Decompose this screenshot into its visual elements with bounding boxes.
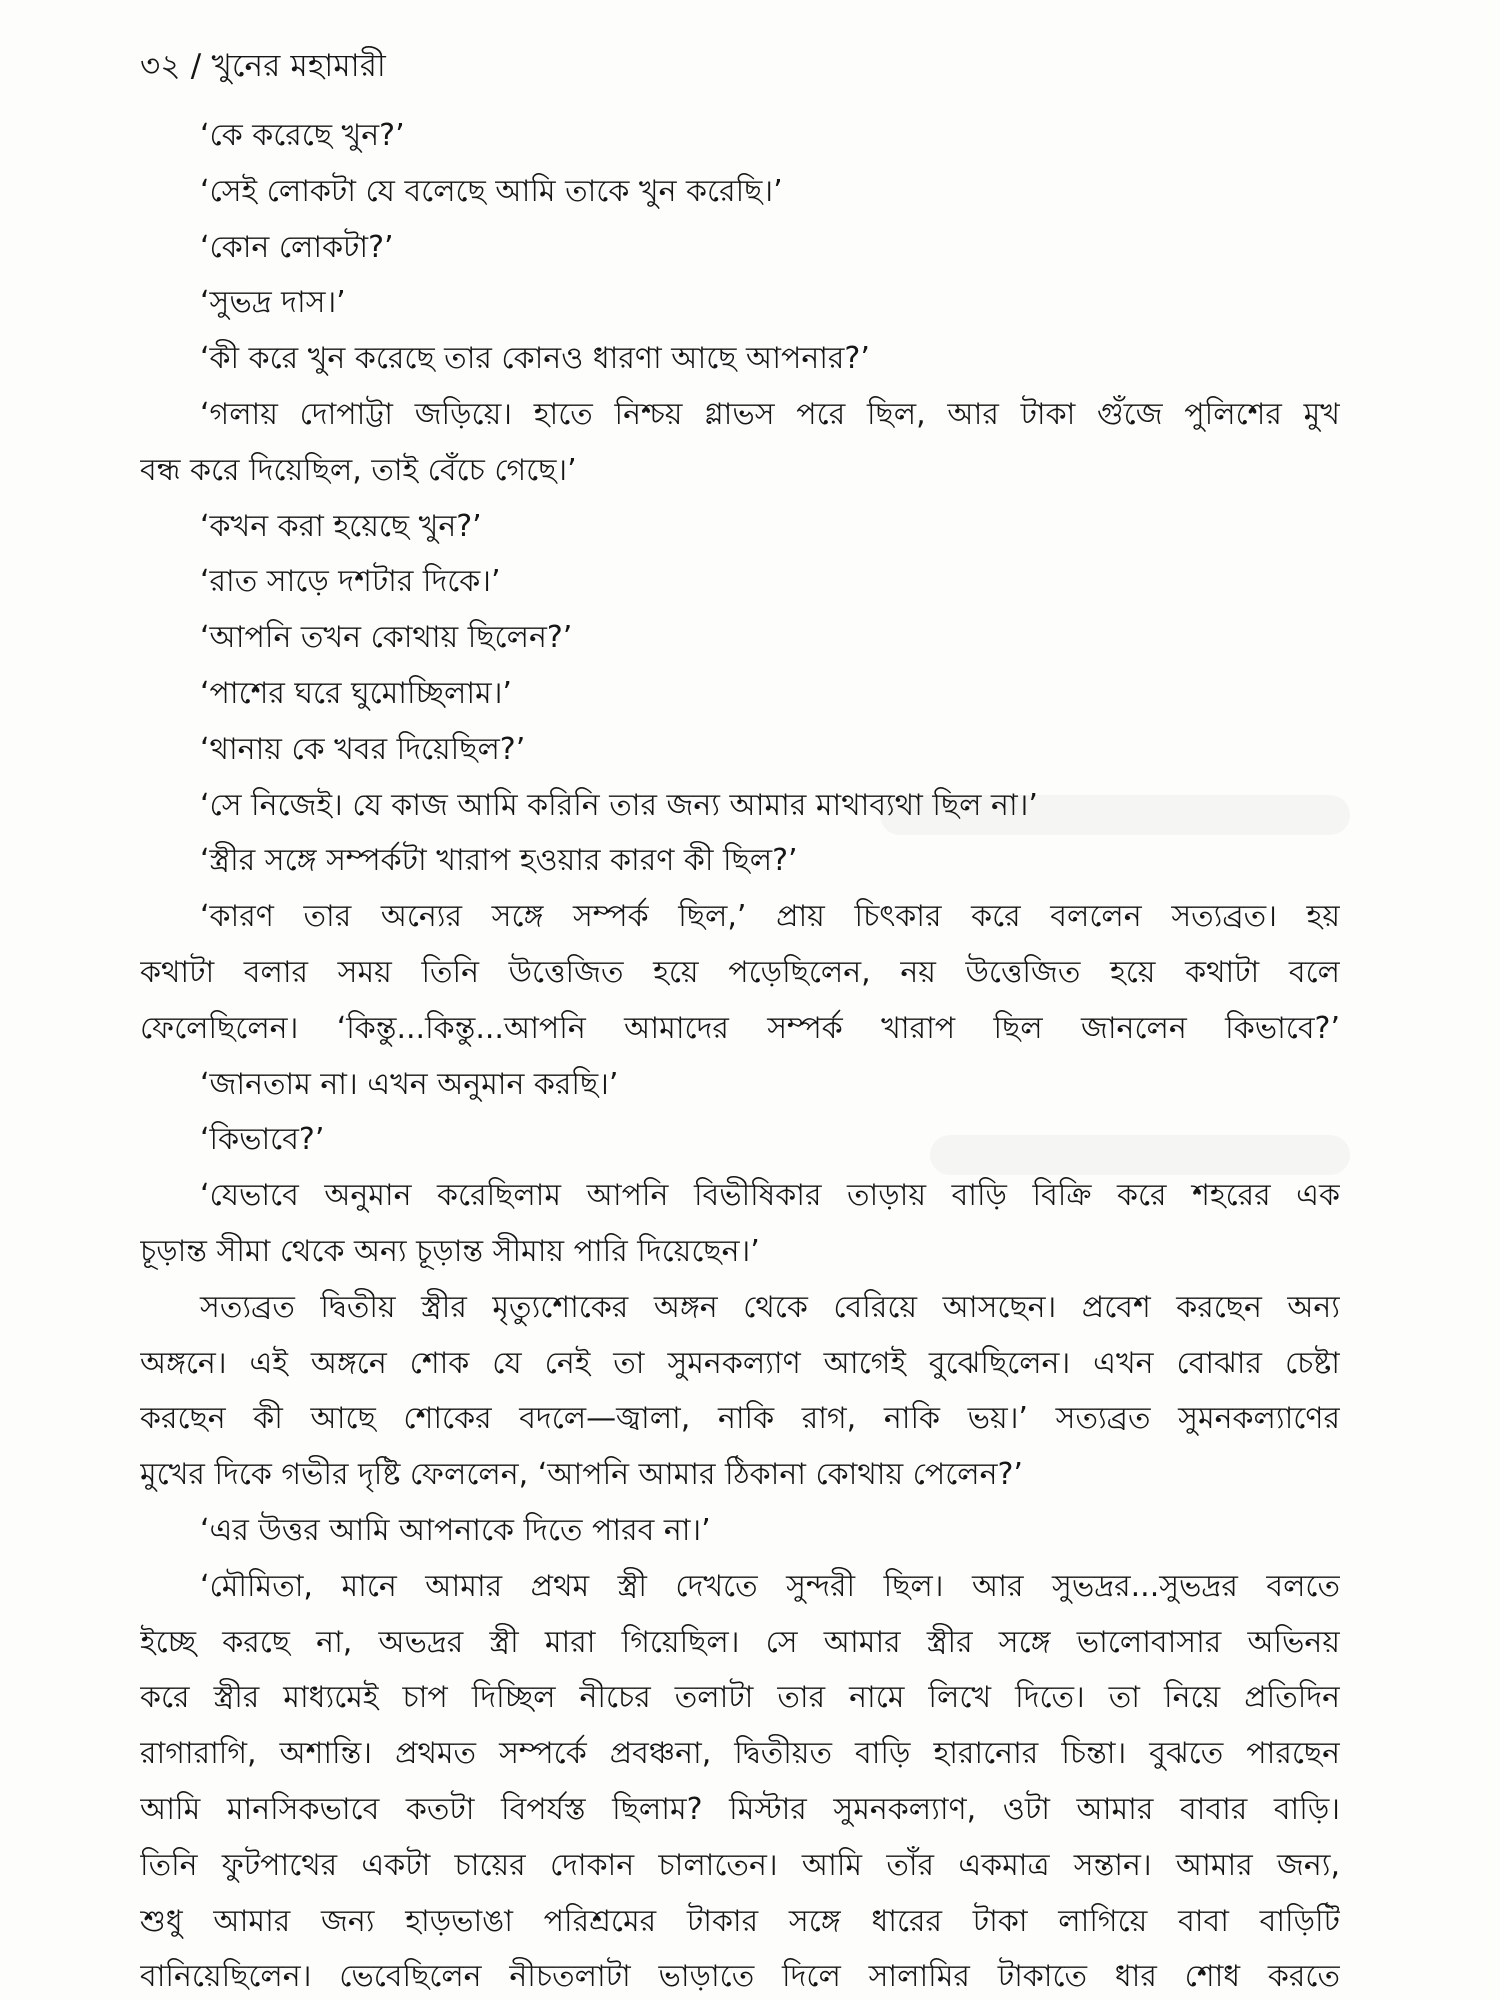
text-line: তিনি ফুটপাথের একটা চায়ের দোকান চালাতেন। আমি তাঁর একমাত্র সন্তান। আমার জন্য,: [140, 1847, 1340, 1883]
text-line: ‘পাশের ঘরে ঘুমোচ্ছিলাম।’: [200, 675, 512, 711]
text-line: চূড়ান্ত সীমা থেকে অন্য চূড়ান্ত সীমায় পারি দিয়েছেন।’: [140, 1233, 760, 1269]
text-line: ‘সেই লোকটা যে বলেছে আমি তাকে খুন করেছি।’: [200, 173, 783, 209]
text-line: বন্ধ করে দিয়েছিল, তাই বেঁচে গেছে।’: [140, 452, 577, 488]
text-line: ‘থানায় কে খবর দিয়েছিল?’: [200, 731, 526, 767]
text-line: ‘সুভদ্র দাস।’: [200, 285, 346, 321]
book-title: খুনের মহামারী: [211, 48, 386, 84]
body-text: [140, 108, 1340, 2005]
text-line: ‘কী করে খুন করেছে তার কোনও ধারণা আছে আপনার?’: [200, 341, 870, 377]
text-line: ‘জানতাম না। এখন অনুমান করছি।’: [200, 1066, 619, 1102]
text-line: মুখের দিকে গভীর দৃষ্টি ফেললেন, ‘আপনি আমার ঠিকানা কোথায় পেলেন?’: [140, 1457, 1023, 1493]
header-separator: /: [190, 48, 202, 84]
text-line: ‘গলায় দোপাট্টা জড়িয়ে। হাতে নিশ্চয় গ্লাভস পরে ছিল, আর টাকা গুঁজে পুলিশের মুখ: [200, 396, 1340, 432]
page-header: [140, 42, 386, 94]
text-line: ফেলেছিলেন। ‘কিন্তু...কিন্তু...আপনি আমাদের সম্পর্ক খারাপ ছিল জানলেন কিভাবে?’: [140, 1010, 1340, 1046]
text-line: ‘কোন লোকটা?’: [200, 229, 394, 265]
text-line: করছেন কী আছে শোকের বদলে—জ্বালা, নাকি রাগ, নাকি ভয়।’ সত্যব্রত সুমনকল্যাণের: [140, 1401, 1340, 1437]
text-line: ‘আপনি তখন কোথায় ছিলেন?’: [200, 620, 573, 656]
text-line: ‘কারণ তার অন্যের সঙ্গে সম্পর্ক ছিল,’ প্রায় চিৎকার করে বললেন সত্যব্রত। হয়: [200, 899, 1340, 935]
text-line: ‘যেভাবে অনুমান করেছিলাম আপনি বিভীষিকার তাড়ায় বাড়ি বিক্রি করে শহরের এক: [200, 1178, 1340, 1214]
text-line: ‘কে করেছে খুন?’: [200, 118, 405, 153]
text-line: শুধু আমার জন্য হাড়ভাঙা পরিশ্রমের টাকার সঙ্গে ধারের টাকা লাগিয়ে বাবা বাড়িটি: [140, 1903, 1340, 1939]
text-line: ‘কিভাবে?’: [200, 1122, 325, 1158]
text-line: ‘রাত সাড়ে দশটার দিকে।’: [200, 564, 501, 600]
text-line: ইচ্ছে করছে না, অভদ্রর স্ত্রী মারা গিয়েছিল। সে আমার স্ত্রীর সঙ্গে ভালোবাসার অভিনয়: [140, 1624, 1340, 1660]
text-line: আমি মানসিকভাবে কতটা বিপর্যস্ত ছিলাম? মিস্টার সুমনকল্যাণ, ওটা আমার বাবার বাড়ি।: [140, 1791, 1340, 1827]
text-line: ‘স্ত্রীর সঙ্গে সম্পর্কটা খারাপ হওয়ার কারণ কী ছিল?’: [200, 843, 798, 879]
text-line: অঙ্গনে। এই অঙ্গনে শোক যে নেই তা সুমনকল্যাণ আগেই বুঝেছিলেন। এখন বোঝার চেষ্টা: [140, 1345, 1340, 1381]
text-line: বানিয়েছিলেন। ভেবেছিলেন নীচতলাটা ভাড়াতে দিলে সালামির টাকাতে ধার শোধ করতে: [140, 1959, 1340, 1995]
text-line: ‘এর উত্তর আমি আপনাকে দিতে পারব না।’: [200, 1512, 711, 1548]
text-line: ‘মৌমিতা, মানে আমার প্রথম স্ত্রী দেখতে সুন্দরী ছিল। আর সুভদ্রর...সুভদ্রর বলতে: [200, 1568, 1340, 1604]
text-line: ‘কখন করা হয়েছে খুন?’: [200, 508, 482, 544]
text-line: রাগারাগি, অশান্তি। প্রথমত সম্পর্কে প্রবঞ্চনা, দ্বিতীয়ত বাড়ি হারানোর চিন্তা। বুঝতে পারছেন: [140, 1736, 1340, 1772]
text-line: কথাটা বলার সময় তিনি উত্তেজিত হয়ে পড়েছিলেন, নয় উত্তেজিত হয়ে কথাটা বলে: [140, 954, 1340, 990]
text-line: ‘সে নিজেই। যে কাজ আমি করিনি তার জন্য আমার মাথাব্যথা ছিল না।’: [200, 787, 1038, 823]
page-number: ৩২: [140, 48, 181, 84]
text-line: করে স্ত্রীর মাধ্যমেই চাপ দিচ্ছিল নীচের তলাটা তার নামে লিখে দিতে। তা নিয়ে প্রতিদিন: [140, 1680, 1340, 1716]
text-line: সত্যব্রত দ্বিতীয় স্ত্রীর মৃত্যুশোকের অঙ্গন থেকে বেরিয়ে আসছেন। প্রবেশ করছেন অন্য: [200, 1289, 1340, 1325]
